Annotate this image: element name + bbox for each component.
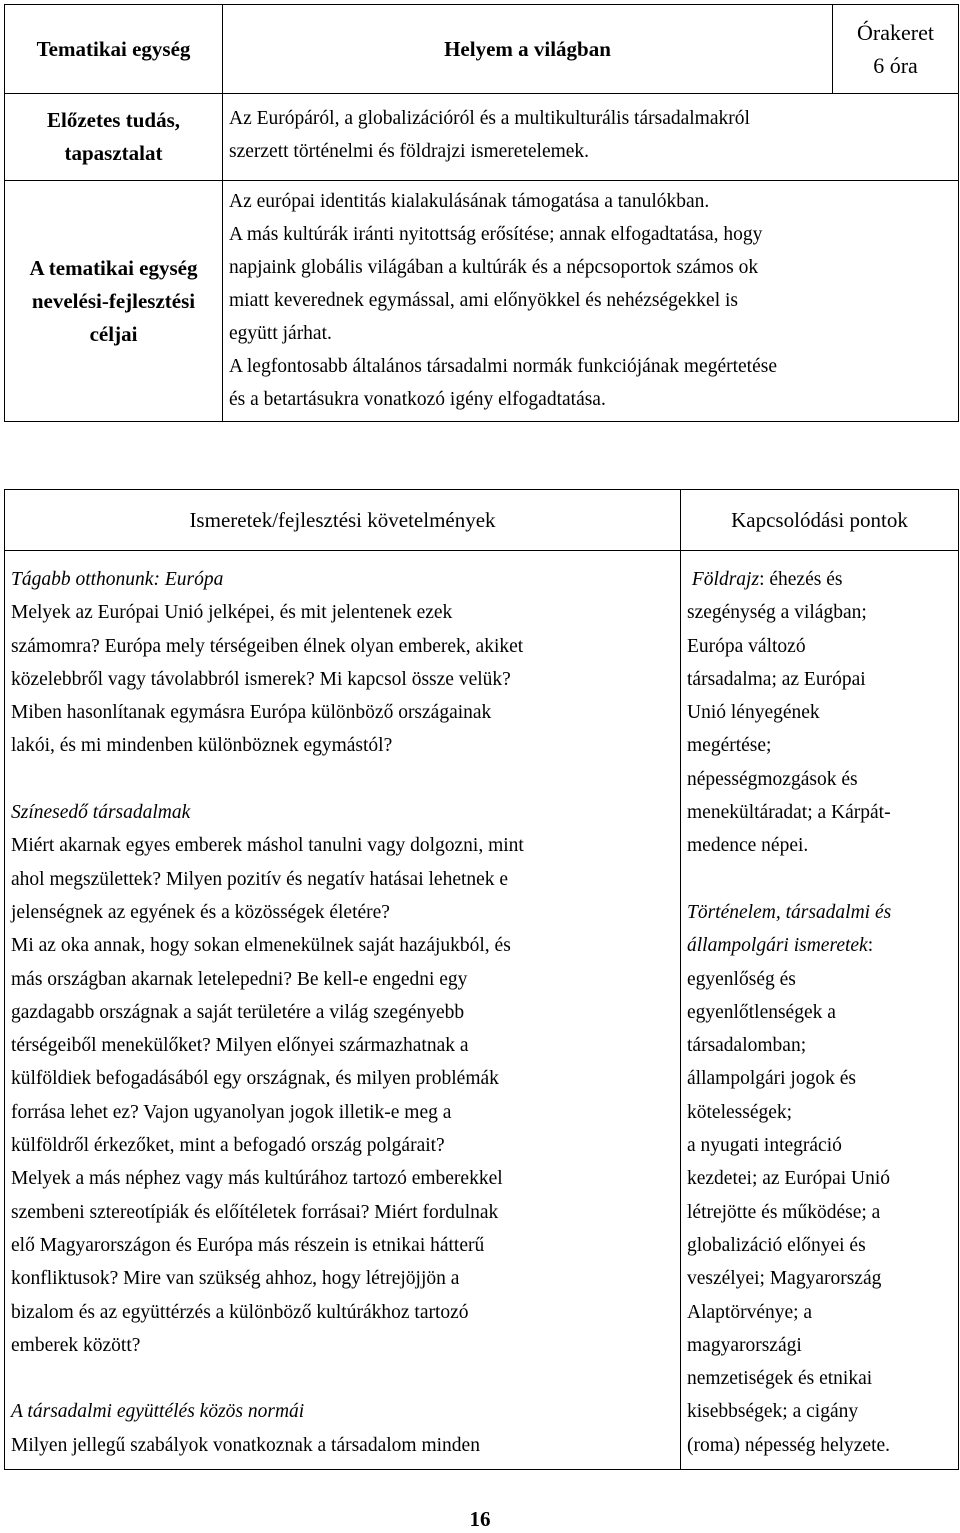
connections-line: veszélyei; Magyarország [687, 1268, 882, 1290]
hours-value: 6 óra [873, 53, 918, 78]
goals-label [5, 181, 223, 422]
connections-line: kisebbségek; a cigány [687, 1401, 859, 1423]
connections-line: Alaptörvénye; a [687, 1301, 813, 1323]
requirements-line: Mi az oka annak, hogy sokan elmenekülnek saját hazájukból, és [11, 935, 511, 957]
connections-line: társadalma; az Európai [687, 668, 866, 690]
connections-line: a nyugati integráció [687, 1135, 842, 1157]
requirements-line: Miért akarnak egyes emberek máshol tanulni vagy dolgozni, mint [11, 835, 524, 857]
goals-label-line: céljai [89, 321, 138, 346]
connections-line: egyenlőtlenségek a [687, 1001, 836, 1023]
requirements-line: más országban akarnak letelepedni? Be kell-e engedni egy [11, 968, 468, 990]
requirements-line: külföldiek befogadásából egy országnak, és milyen problémák [11, 1068, 499, 1090]
goals-line: napjaink globális világában a kultúrák és a népcsoportok számos ok [229, 257, 759, 278]
requirements-line: emberek között? [11, 1334, 141, 1356]
section-title-societies: Színesedő társadalmak [11, 802, 191, 824]
spacer [687, 863, 952, 896]
goals-line: és a betartásukra vonatkozó igény elfogadtatása. [229, 389, 606, 410]
prior-knowledge-label [5, 94, 223, 181]
prior-knowledge-text [223, 94, 959, 181]
connections-line: állampolgári jogok és [687, 1068, 856, 1090]
connections-line: Unió lényegének [687, 702, 820, 724]
requirements-line: ahol megszülettek? Milyen pozitív és negatív hatásai lehetnek e [11, 868, 509, 890]
prior-knowledge-line: szerzett történelmi és földrajzi ismeretelemek. [229, 141, 590, 162]
goals-label-line: nevelési-fejlesztési [31, 288, 196, 313]
connections-line: globalizáció előnyei és [687, 1234, 866, 1256]
goals-line: együtt járhat. [229, 323, 332, 344]
connections-line: kötelességek; [687, 1101, 793, 1123]
requirements-line: bizalom és az együttérzés a különböző kultúrákhoz tartozó [11, 1301, 469, 1323]
goals-line: A más kultúrák iránti nyitottság erősítése; annak elfogadtatása, hogy [229, 224, 763, 245]
connections-line: szegénység a világban; [687, 602, 867, 624]
requirements-cell [5, 551, 681, 1470]
goals-line: miatt keverednek egymással, ami előnyökkel és nehézségekkel is [229, 290, 738, 311]
section-title-europe: Tágabb otthonunk: Európa [11, 569, 224, 590]
connections-line: társadalomban; [687, 1035, 807, 1057]
requirements-line: Milyen jellegű szabályok vonatkoznak a társadalom minden [11, 1434, 480, 1456]
subject-geography: Földrajz [687, 569, 760, 590]
requirements-line: külföldről érkezőket, mint a befogadó ország polgárait? [11, 1135, 445, 1157]
prior-knowledge-label-line: tapasztalat [64, 141, 163, 165]
goals-text [223, 181, 959, 422]
requirements-line: elő Magyarországon és Európa más részein is etnikai hátterű [11, 1234, 485, 1256]
subject-geography-rest: : éhezés és [759, 569, 843, 590]
connections-line: kezdetei; az Európai Unió [687, 1168, 891, 1190]
connections-line: medence népei. [687, 835, 809, 857]
connections-line: nemzetiségek és etnikai [687, 1368, 873, 1390]
requirements-line: forrása lehet ez? Vajon ugyanolyan jogok illetik-e meg a [11, 1101, 452, 1123]
subject-history-cont: állampolgári ismeretek [687, 935, 868, 957]
goals-line: Az európai identitás kialakulásának támogatása a tanulókban. [229, 191, 710, 212]
requirements-line: Melyek a más néphez vagy más kultúrához tartozó emberekkel [11, 1168, 503, 1190]
requirements-line: közelebbről vagy távolabbról ismerek? Mi kapcsol össze velük? [11, 668, 511, 690]
topic-title-header: Helyem a világban [223, 5, 833, 94]
requirements-line: térségeiből menekülőket? Milyen előnyei származhatnak a [11, 1035, 469, 1057]
connections-line: népességmozgások és [687, 768, 858, 790]
connections-line: magyarországi [687, 1334, 802, 1356]
goals-line: A legfontosabb általános társadalmi normák funkciójának megértetése [229, 356, 777, 377]
connections-line: létrejötte és működése; a [687, 1201, 881, 1223]
page-number: 16 [469, 1507, 491, 1531]
goals-label-line: A tematikai egység [29, 255, 198, 280]
connections-line: menekültáradat; a Kárpát- [687, 802, 891, 824]
requirements-line: gazdagabb országnak a saját területére a világ szegényebb [11, 1001, 465, 1023]
requirements-line: Melyek az Európai Unió jelképei, és mit jelentenek ezek [11, 602, 453, 624]
requirements-line: konfliktusok? Mire van szükség ahhoz, hogy létrejöjjön a [11, 1268, 460, 1290]
section-title-norms: A társadalmi együttélés közös normái [11, 1401, 305, 1423]
hours-header [833, 5, 959, 94]
prior-knowledge-label-line: Előzetes tudás, [47, 108, 180, 132]
connections-line: megértése; [687, 735, 772, 757]
topic-unit-header: Tematikai egység [5, 5, 223, 94]
subject-history: Történelem, társadalmi és [687, 901, 892, 923]
connections-line: (roma) népesség helyzete. [687, 1434, 891, 1456]
connections-line: Európa változó [687, 635, 806, 657]
connections-line: állampolgári ismeretek: [687, 935, 874, 957]
connections-line [687, 563, 952, 596]
prior-knowledge-line: Az Európáról, a globalizációról és a multikulturális társadalmakról [229, 108, 750, 129]
topic-overview-table [4, 4, 959, 422]
connections-cell [681, 551, 959, 1470]
connections-line: egyenlőség és [687, 968, 796, 990]
requirements-line: lakói, és mi mindenben különböznek egymástól? [11, 735, 393, 757]
hours-label: Órakeret [857, 20, 934, 45]
spacer [11, 763, 674, 796]
requirements-line: szembeni sztereotípiák és előítéletek forrásai? Miért fordulnak [11, 1201, 499, 1223]
requirements-line: Miben hasonlítanak egymásra Európa különböző országainak [11, 702, 492, 724]
connections-header: Kapcsolódási pontok [681, 490, 959, 551]
requirements-line: jelenségnek az egyének és a közösségek életére? [11, 901, 390, 923]
spacer [11, 1362, 674, 1395]
requirements-table [4, 489, 959, 1470]
requirements-line: számomra? Európa mely térségeiben élnek olyan emberek, akiket [11, 635, 524, 657]
requirements-header: Ismeretek/fejlesztési követelmények [5, 490, 681, 551]
